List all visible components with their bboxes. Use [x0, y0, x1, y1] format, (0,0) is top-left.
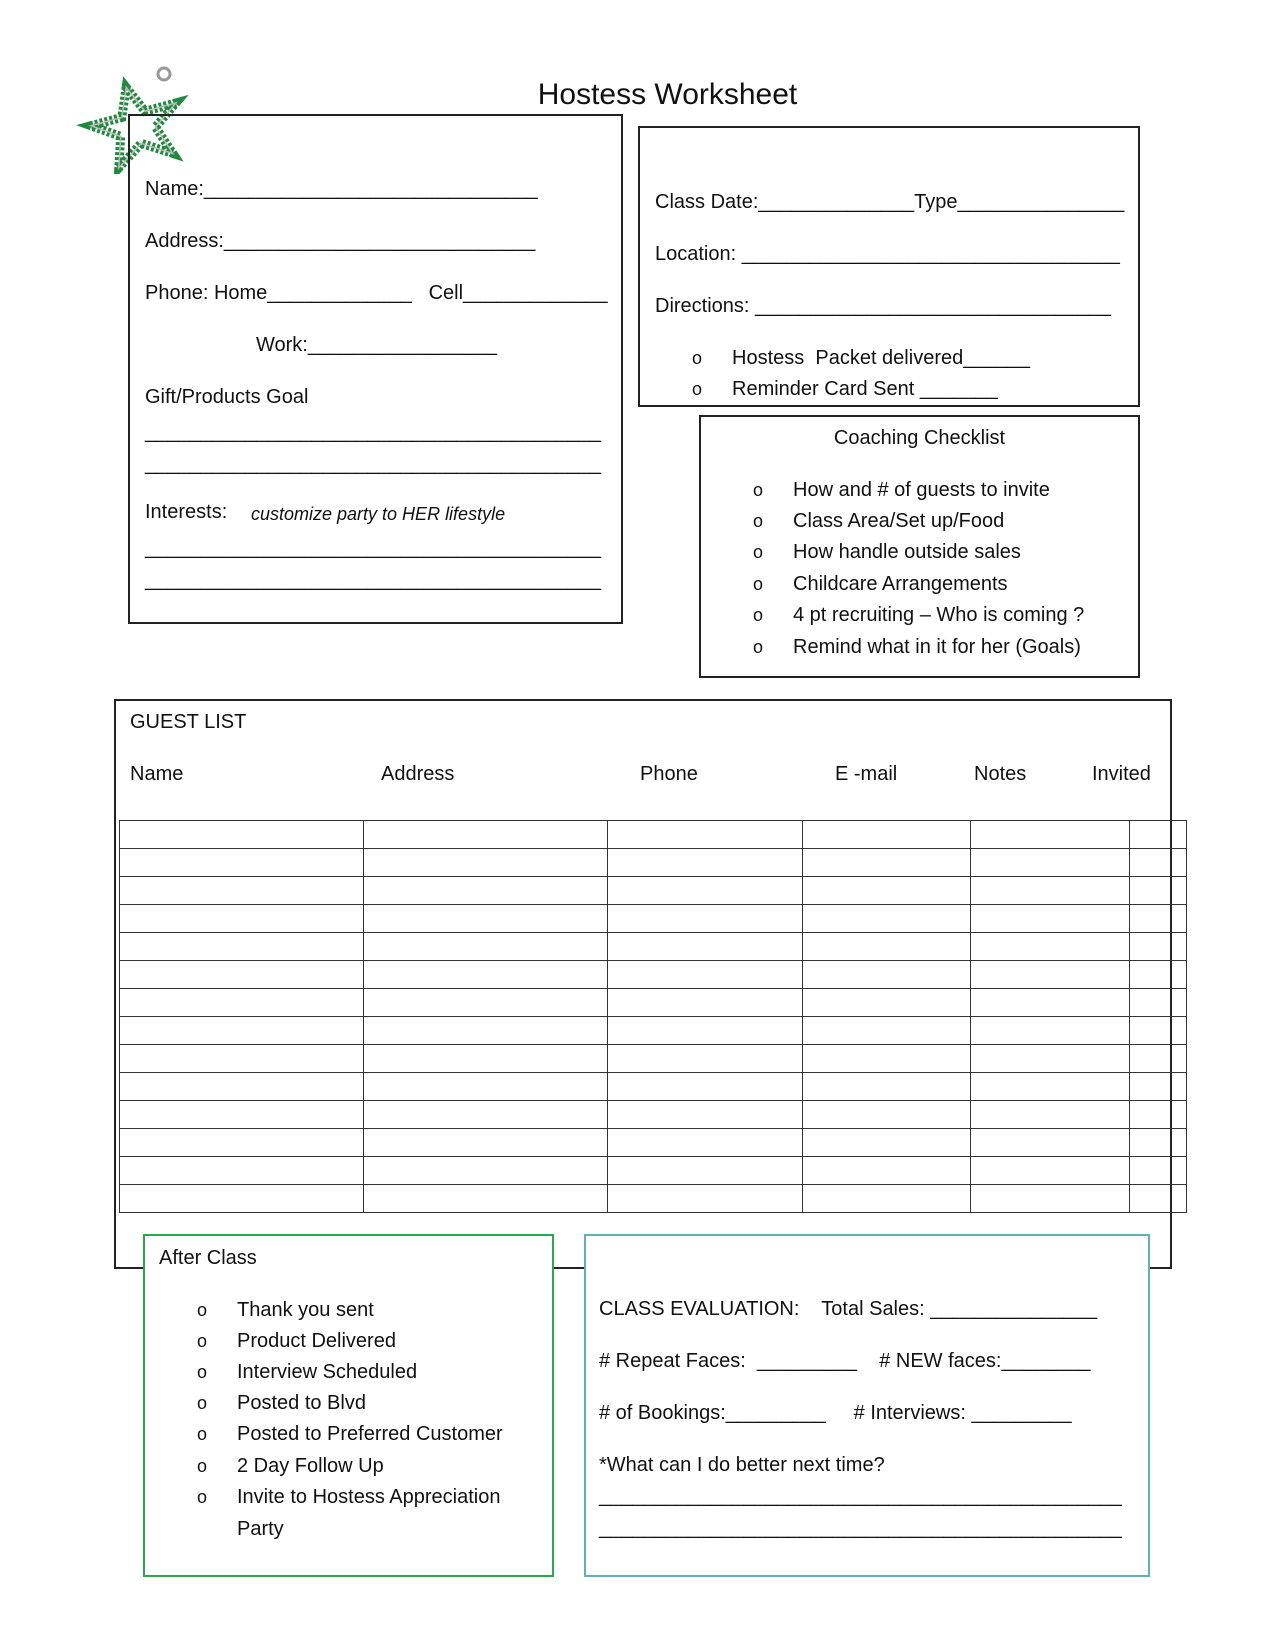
- after-class-item: o Interview Scheduled: [197, 1361, 418, 1383]
- table-cell[interactable]: [120, 989, 364, 1017]
- after-class-item-continued: Party: [237, 1518, 284, 1540]
- list-item: o Reminder Card Sent _______: [692, 378, 998, 400]
- table-cell[interactable]: [971, 821, 1130, 849]
- table-cell[interactable]: [364, 849, 607, 877]
- table-cell[interactable]: [607, 821, 802, 849]
- table-cell[interactable]: [803, 1017, 971, 1045]
- table-cell[interactable]: [120, 1185, 364, 1213]
- after-class-title: After Class: [159, 1247, 257, 1269]
- guest-list-table: [119, 820, 1187, 1213]
- table-cell[interactable]: [1129, 961, 1186, 989]
- table-cell[interactable]: [803, 877, 971, 905]
- table-row: [120, 1129, 1187, 1157]
- table-cell[interactable]: [803, 1073, 971, 1101]
- table-cell[interactable]: [607, 989, 802, 1017]
- table-row: [120, 933, 1187, 961]
- coaching-title: Coaching Checklist: [833, 427, 1006, 449]
- table-cell[interactable]: [971, 961, 1130, 989]
- table-row: [120, 1017, 1187, 1045]
- table-cell[interactable]: [1129, 1185, 1186, 1213]
- total-sales-field[interactable]: CLASS EVALUATION: Total Sales: _______________: [599, 1298, 1098, 1320]
- table-cell[interactable]: [607, 1101, 802, 1129]
- table-cell[interactable]: [803, 961, 971, 989]
- phone-field[interactable]: Phone: Home_____________ Cell_____________: [145, 282, 608, 304]
- table-cell[interactable]: [120, 821, 364, 849]
- table-cell[interactable]: [971, 1045, 1130, 1073]
- table-cell[interactable]: [803, 1129, 971, 1157]
- work-phone-field[interactable]: Work:_________________: [256, 334, 497, 356]
- table-cell[interactable]: [607, 877, 802, 905]
- checklist-item: o 4 pt recruiting – Who is coming ?: [753, 604, 1085, 626]
- after-class-item: o Posted to Blvd: [197, 1392, 366, 1414]
- table-cell[interactable]: [803, 905, 971, 933]
- table-cell[interactable]: [364, 1129, 607, 1157]
- table-cell[interactable]: [120, 1101, 364, 1129]
- list-item: o Hostess Packet delivered______: [692, 347, 1030, 369]
- table-cell[interactable]: [607, 1017, 802, 1045]
- column-header-notes: Notes: [974, 763, 1027, 785]
- table-row: [120, 849, 1187, 877]
- improvement-blank[interactable]: _______________________________________________: [599, 1517, 1122, 1539]
- interests-label: Interests:: [145, 501, 228, 523]
- table-cell[interactable]: [364, 877, 607, 905]
- table-cell[interactable]: [364, 1157, 607, 1185]
- table-cell[interactable]: [364, 1045, 607, 1073]
- after-class-item: o Thank you sent: [197, 1299, 374, 1321]
- table-cell[interactable]: [971, 933, 1130, 961]
- table-cell[interactable]: [364, 1017, 607, 1045]
- table-cell[interactable]: [803, 933, 971, 961]
- checklist-item: o Childcare Arrangements: [753, 573, 1008, 595]
- table-cell[interactable]: [1129, 989, 1186, 1017]
- guest-list-title: GUEST LIST: [130, 711, 247, 733]
- bookings-field[interactable]: # of Bookings:_________ # Interviews: _________: [599, 1402, 1072, 1424]
- column-header-invited: Invited: [1092, 763, 1151, 785]
- table-cell[interactable]: [971, 989, 1130, 1017]
- table-cell[interactable]: [1129, 1017, 1186, 1045]
- after-class-item: o 2 Day Follow Up: [197, 1455, 384, 1477]
- table-cell[interactable]: [803, 1185, 971, 1213]
- table-cell[interactable]: [803, 1157, 971, 1185]
- checklist-item: o How and # of guests to invite: [753, 479, 1050, 501]
- table-row: [120, 877, 1187, 905]
- gift-goal-blank[interactable]: _________________________________________: [145, 421, 602, 443]
- improvement-question: *What can I do better next time?: [599, 1454, 885, 1476]
- table-cell[interactable]: [1129, 1129, 1186, 1157]
- table-row: [120, 905, 1187, 933]
- interests-blank[interactable]: _________________________________________: [145, 537, 602, 559]
- table-cell[interactable]: [971, 1017, 1130, 1045]
- table-cell[interactable]: [120, 877, 364, 905]
- table-cell[interactable]: [607, 933, 802, 961]
- table-cell[interactable]: [607, 961, 802, 989]
- table-cell[interactable]: [803, 849, 971, 877]
- table-cell[interactable]: [364, 1185, 607, 1213]
- table-cell[interactable]: [1129, 1157, 1186, 1185]
- table-cell[interactable]: [120, 1017, 364, 1045]
- table-cell[interactable]: [971, 1185, 1130, 1213]
- column-header-address: Address: [381, 763, 455, 785]
- table-cell[interactable]: [120, 961, 364, 989]
- after-class-item: o Posted to Preferred Customer: [197, 1423, 503, 1445]
- table-row: [120, 1101, 1187, 1129]
- table-cell[interactable]: [364, 933, 607, 961]
- table-cell[interactable]: [120, 1129, 364, 1157]
- address-field[interactable]: Address:____________________________: [145, 230, 536, 252]
- table-cell[interactable]: [607, 1073, 802, 1101]
- table-cell[interactable]: [971, 905, 1130, 933]
- checklist-item: o How handle outside sales: [753, 541, 1021, 563]
- faces-field[interactable]: # Repeat Faces: _________ # NEW faces:________: [599, 1350, 1091, 1372]
- checklist-item: o Remind what in it for her (Goals): [753, 636, 1081, 658]
- column-header-name: Name: [130, 763, 184, 785]
- table-cell[interactable]: [1129, 1073, 1186, 1101]
- table-row: [120, 961, 1187, 989]
- table-cell[interactable]: [607, 849, 802, 877]
- table-cell[interactable]: [607, 1129, 802, 1157]
- table-cell[interactable]: [971, 1129, 1130, 1157]
- table-cell[interactable]: [607, 1185, 802, 1213]
- table-cell[interactable]: [1129, 1101, 1186, 1129]
- after-class-item: o Invite to Hostess Appreciation: [197, 1486, 501, 1508]
- table-cell[interactable]: [607, 1045, 802, 1073]
- table-cell[interactable]: [1129, 905, 1186, 933]
- table-cell[interactable]: [971, 849, 1130, 877]
- location-field[interactable]: Location: __________________________________: [655, 243, 1120, 265]
- table-cell[interactable]: [971, 1157, 1130, 1185]
- table-cell[interactable]: [803, 1045, 971, 1073]
- table-cell[interactable]: [364, 961, 607, 989]
- table-cell[interactable]: [803, 821, 971, 849]
- directions-field[interactable]: Directions: ________________________________: [655, 295, 1111, 317]
- table-cell[interactable]: [803, 1101, 971, 1129]
- table-cell[interactable]: [364, 905, 607, 933]
- table-cell[interactable]: [120, 1073, 364, 1101]
- table-cell[interactable]: [1129, 821, 1186, 849]
- table-cell[interactable]: [971, 877, 1130, 905]
- table-cell[interactable]: [364, 1073, 607, 1101]
- name-field[interactable]: Name:______________________________: [145, 178, 538, 200]
- table-row: [120, 821, 1187, 849]
- table-cell[interactable]: [803, 989, 971, 1017]
- table-cell[interactable]: [1129, 1045, 1186, 1073]
- table-cell[interactable]: [364, 989, 607, 1017]
- improvement-blank[interactable]: _______________________________________________: [599, 1485, 1122, 1507]
- interests-blank[interactable]: _________________________________________: [145, 569, 602, 591]
- table-cell[interactable]: [971, 1101, 1130, 1129]
- table-cell[interactable]: [1129, 877, 1186, 905]
- table-cell[interactable]: [971, 1073, 1130, 1101]
- table-row: [120, 1045, 1187, 1073]
- table-cell[interactable]: [607, 905, 802, 933]
- after-class-item: o Product Delivered: [197, 1330, 396, 1352]
- table-row: [120, 989, 1187, 1017]
- table-cell[interactable]: [1129, 849, 1186, 877]
- class-date-type-field[interactable]: Class Date:______________Type_______________: [655, 191, 1125, 213]
- column-header-email: E -mail: [835, 763, 898, 785]
- table-cell[interactable]: [120, 933, 364, 961]
- interests-hint: customize party to HER lifestyle: [251, 504, 506, 524]
- table-cell[interactable]: [364, 1101, 607, 1129]
- table-row: [120, 1157, 1187, 1185]
- table-cell[interactable]: [120, 1045, 364, 1073]
- checklist-item: o Class Area/Set up/Food: [753, 510, 1005, 532]
- table-cell[interactable]: [120, 1157, 364, 1185]
- table-cell[interactable]: [120, 905, 364, 933]
- table-cell[interactable]: [607, 1157, 802, 1185]
- table-row: [120, 1073, 1187, 1101]
- gift-goal-blank[interactable]: _________________________________________: [145, 453, 602, 475]
- table-cell[interactable]: [364, 821, 607, 849]
- table-cell[interactable]: [1129, 933, 1186, 961]
- gift-goal-label: Gift/Products Goal: [145, 386, 309, 408]
- table-cell[interactable]: [120, 849, 364, 877]
- table-row: [120, 1185, 1187, 1213]
- column-header-phone: Phone: [640, 763, 698, 785]
- page-title: Hostess Worksheet: [537, 78, 798, 111]
